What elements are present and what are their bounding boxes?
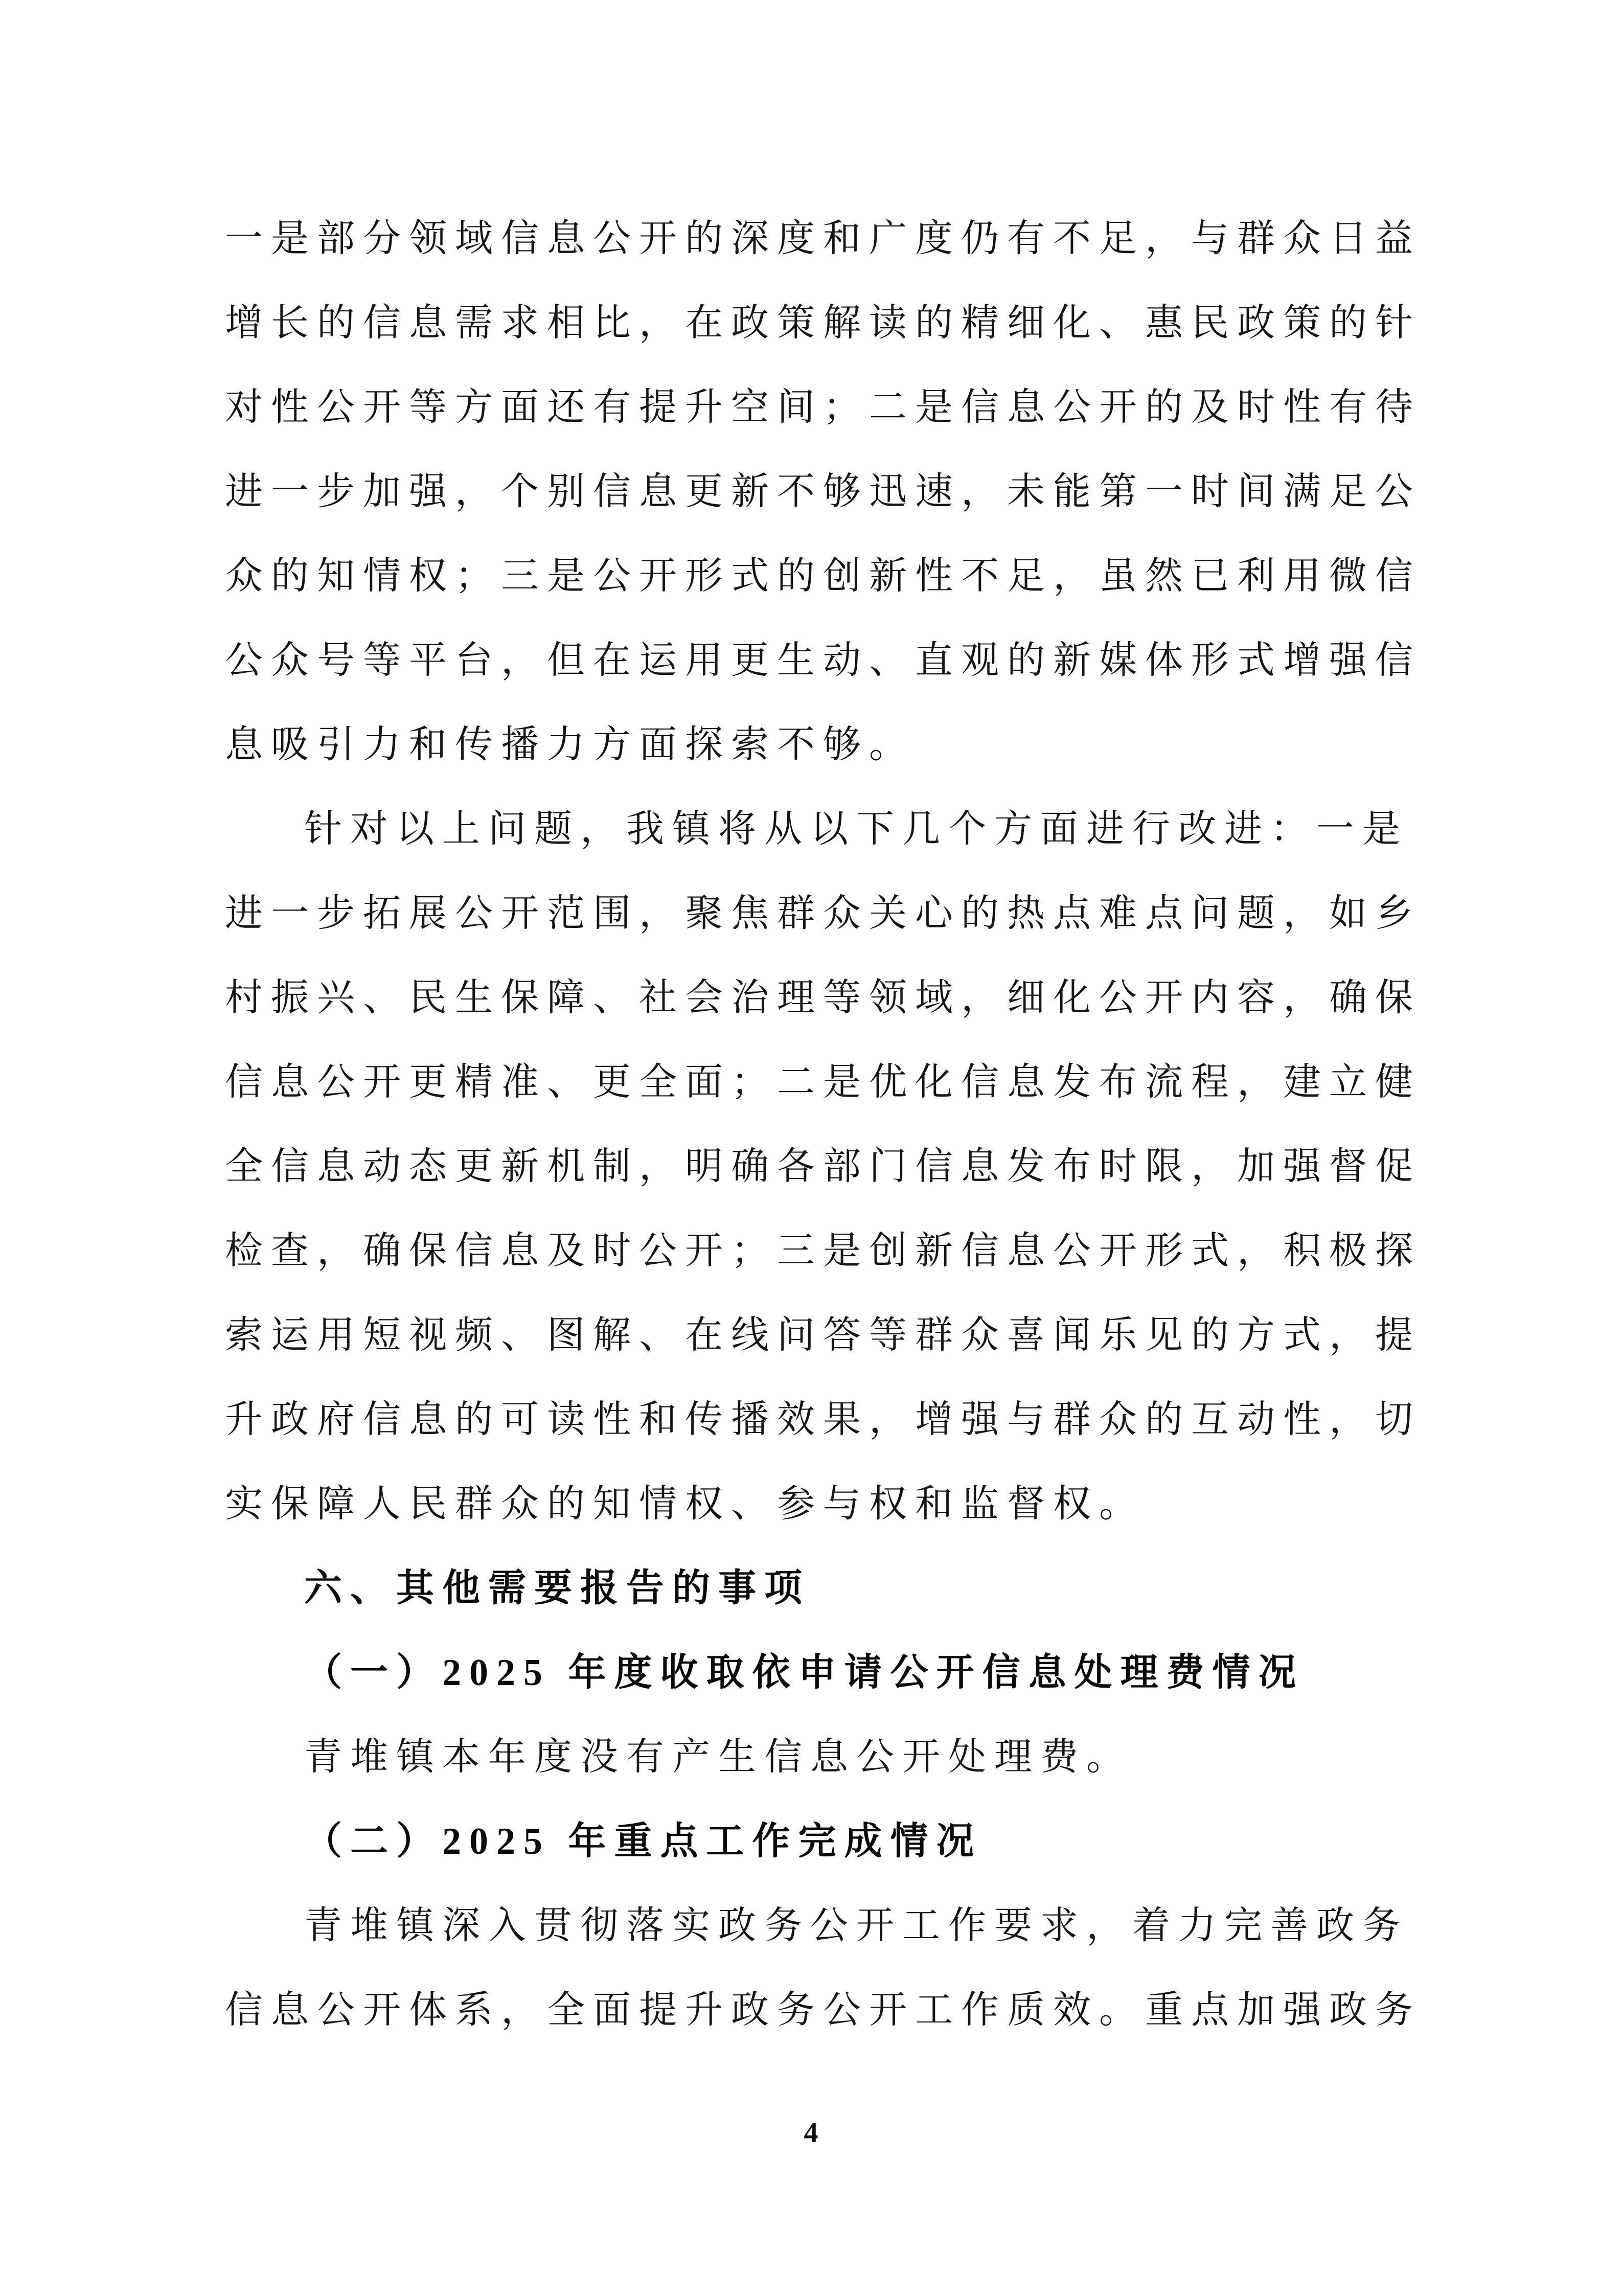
subsection-heading-two: （二）2025 年重点工作完成情况 xyxy=(304,1821,983,1862)
body-line: 青堆镇本年度没有产生信息公开处理费。 xyxy=(304,1736,1132,1778)
body-line: 公众号等平台，但在运用更生动、直观的新媒体形式增强信 xyxy=(225,640,1421,681)
body-line: 进一步拓展公开范围，聚焦群众关心的热点难点问题，如乡 xyxy=(225,893,1421,935)
document-body xyxy=(225,197,1436,2053)
body-line: 升政府信息的可读性和传播效果，增强与群众的互动性，切 xyxy=(225,1399,1421,1441)
body-line: 息吸引力和传播力方面探索不够。 xyxy=(225,724,915,766)
body-line: 索运用短视频、图解、在线问答等群众喜闻乐见的方式，提 xyxy=(225,1314,1421,1356)
body-line: 青堆镇深入贯彻落实政务公开工作要求，着力完善政务 xyxy=(304,1905,1408,1947)
section-heading-six: 六、其他需要报告的事项 xyxy=(304,1567,810,1609)
body-line: 信息公开更精准、更全面；二是优化信息发布流程，建立健 xyxy=(225,1061,1421,1103)
subsection-heading-one: （一）2025 年度收取依申请公开信息处理费情况 xyxy=(304,1652,1305,1694)
body-line: 村振兴、民生保障、社会治理等领域，细化公开内容，确保 xyxy=(225,977,1421,1019)
page-number: 4 xyxy=(804,2117,818,2149)
body-line: 对性公开等方面还有提升空间；二是信息公开的及时性有待 xyxy=(225,387,1421,428)
body-line: 众的知情权；三是公开形式的创新性不足，虽然已利用微信 xyxy=(225,555,1421,597)
body-line: 一是部分领域信息公开的深度和广度仍有不足，与群众日益 xyxy=(225,218,1421,260)
body-line: 实保障人民群众的知情权、参与权和监督权。 xyxy=(225,1483,1145,1525)
body-line: 信息公开体系，全面提升政务公开工作质效。重点加强政务 xyxy=(225,1989,1421,2031)
body-line: 进一步加强，个别信息更新不够迅速，未能第一时间满足公 xyxy=(225,471,1421,513)
body-line: 增长的信息需求相比，在政策解读的精细化、惠民政策的针 xyxy=(225,302,1421,344)
body-line: 检查，确保信息及时公开；三是创新信息公开形式，积极探 xyxy=(225,1230,1421,1272)
body-line: 全信息动态更新机制，明确各部门信息发布时限，加强督促 xyxy=(225,1146,1421,1188)
body-line: 针对以上问题，我镇将从以下几个方面进行改进：一是 xyxy=(304,808,1408,850)
